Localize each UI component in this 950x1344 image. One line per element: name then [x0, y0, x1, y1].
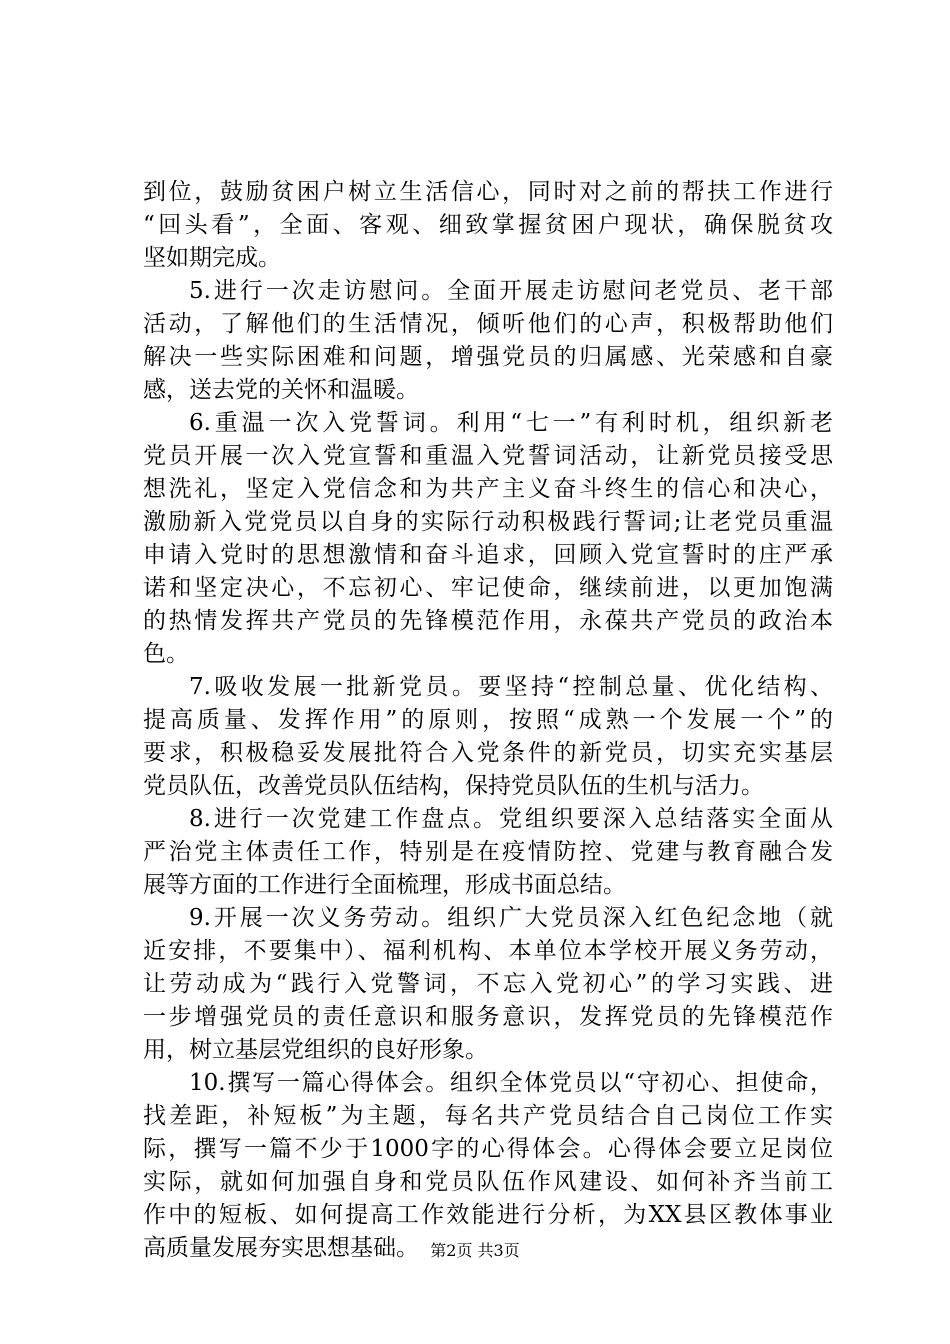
paragraph-line: “回头看”，全面、客观、细致掌握贫困户现状，确保脱贫攻 — [143, 212, 833, 238]
paragraph-line: 的热情发挥共产党员的先锋模范作用，永葆共产党员的政治本 — [143, 608, 833, 634]
paragraph-line: 到位，鼓励贫困户树立生活信心，同时对之前的帮扶工作进行 — [143, 179, 833, 205]
paragraph-line: 7.吸收发展一批新党员。要坚持“控制总量、优化结构、 — [189, 674, 833, 700]
paragraph-line: 8.进行一次党建工作盘点。党组织要深入总结落实全面从 — [189, 806, 833, 832]
paragraph-line: 感，送去党的关怀和温暖。 — [143, 377, 419, 403]
paragraph-line: 高质量发展夯实思想基础。 — [143, 1235, 419, 1261]
paragraph-line: 想洗礼，坚定入党信念和为共产主义奋斗终生的信心和决心， — [143, 476, 833, 502]
paragraph-line: 展等方面的工作进行全面梳理，形成书面总结。 — [143, 872, 626, 898]
paragraph-line: 找差距，补短板”为主题，每名共产党员结合自己岗位工作实 — [143, 1103, 833, 1129]
paragraph-line: 申请入党时的思想激情和奋斗追求，回顾入党宣誓时的庄严承 — [143, 542, 833, 568]
paragraph-line: 让劳动成为“践行入党警词，不忘入党初心”的学习实践、进 — [143, 971, 833, 997]
paragraph-line: 坚如期完成。 — [143, 245, 281, 271]
paragraph-line: 要求，积极稳妥发展批符合入党条件的新党员，切实充实基层 — [143, 740, 833, 766]
paragraph-line: 际，撰写一篇不少于1000字的心得体会。心得体会要立足岗位 — [143, 1136, 833, 1162]
paragraph-line: 诺和坚定决心，不忘初心、牢记使命，继续前进，以更加饱满 — [143, 575, 833, 601]
paragraph-line: 解决一些实际困难和问题，增强党员的归属感、光荣感和自豪 — [143, 344, 833, 370]
paragraph-line: 10.撰写一篇心得体会。组织全体党员以“守初心、担使命， — [189, 1070, 833, 1096]
page-footer: 第2页 共3页 — [430, 1241, 520, 1260]
paragraph-line: 党员开展一次入党宣誓和重温入党誓词活动，让新党员接受思 — [143, 443, 833, 469]
paragraph-line: 9.开展一次义务劳动。组织广大党员深入红色纪念地（就 — [189, 905, 833, 931]
paragraph-line: 近安排，不要集中）、福利机构、本单位本学校开展义务劳动， — [143, 938, 833, 964]
paragraph-line: 一步增强党员的责任意识和服务意识，发挥党员的先锋模范作 — [143, 1004, 833, 1030]
paragraph-line: 6.重温一次入党誓词。利用“七一”有利时机，组织新老 — [189, 410, 833, 436]
paragraph-line: 活动，了解他们的生活情况，倾听他们的心声，积极帮助他们 — [143, 311, 833, 337]
paragraph-line: 用，树立基层党组织的良好形象。 — [143, 1037, 488, 1063]
paragraph-line: 实际，就如何加强自身和党员队伍作风建设、如何补齐当前工 — [143, 1169, 833, 1195]
paragraph-line: 激励新入党党员以自身的实际行动积极践行誓词;让老党员重温 — [143, 509, 833, 535]
paragraph-line: 提高质量、发挥作用”的原则，按照“成熟一个发展一个”的 — [143, 707, 833, 733]
document-body — [143, 176, 833, 1265]
paragraph-line: 5.进行一次走访慰问。全面开展走访慰问老党员、老干部 — [189, 278, 833, 304]
paragraph-line: 色。 — [143, 641, 189, 667]
paragraph-line: 严治党主体责任工作，特别是在疫情防控、党建与教育融合发 — [143, 839, 833, 865]
paragraph-line: 党员队伍，改善党员队伍结构，保持党员队伍的生机与活力。 — [143, 773, 764, 799]
paragraph-line: 作中的短板、如何提高工作效能进行分析，为XX县区教体事业 — [143, 1202, 833, 1228]
